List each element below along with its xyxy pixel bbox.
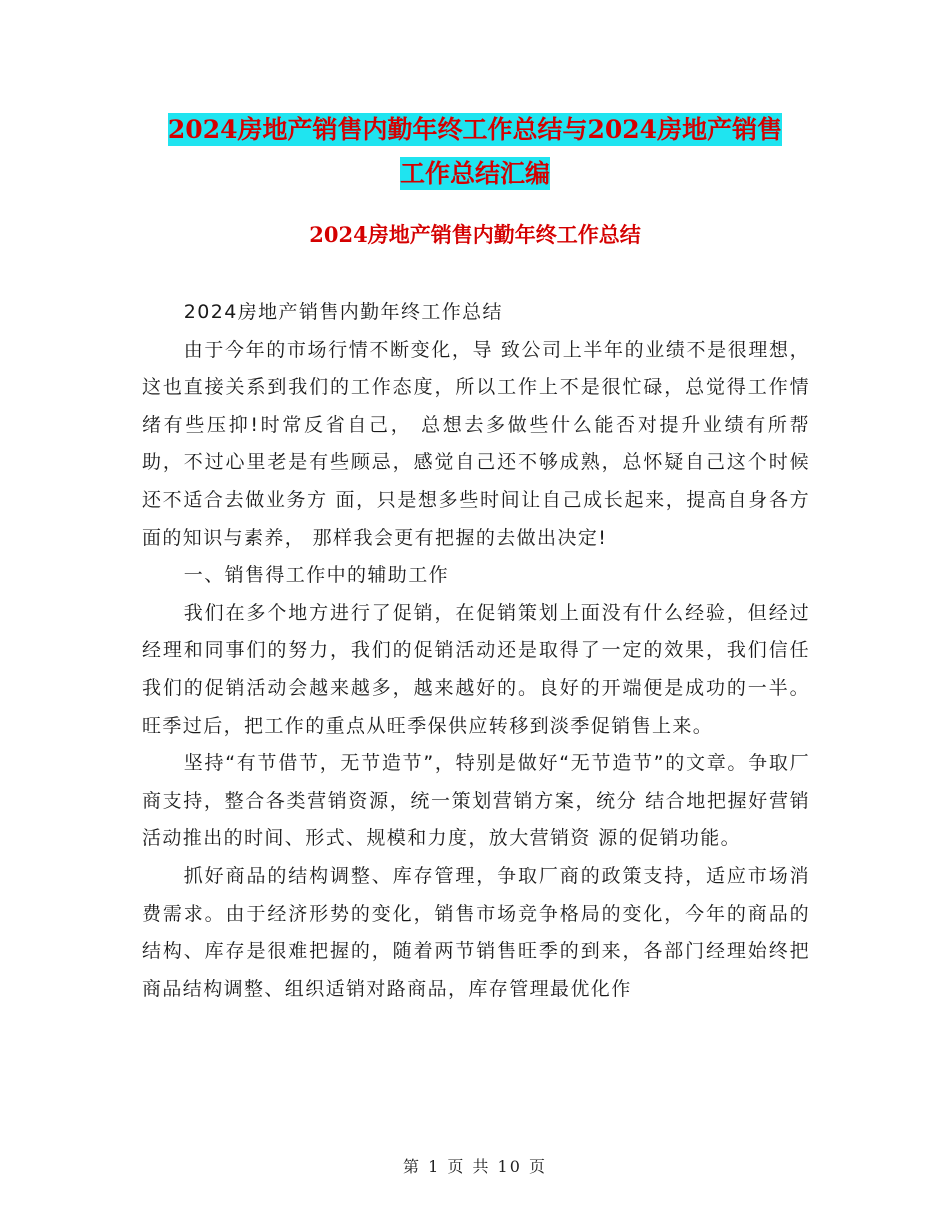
main-title <box>0 108 950 196</box>
paragraph: 由于今年的市场行情不断变化，导 致公司上半年的业绩不是很理想，这也直接关系到我们的工作态度，所以工作上不是很忙碌，总觉得工作情绪有些压抑!时常反省自己， 总想去多做些什么能否对提升业绩有所帮助，不过心里老是有些顾忌，感觉自己还不够成熟，总怀疑自己这个时候还不适合去做业务方 面，只是想多些时间让自己成长起来，提高自身各方面的知识与素养， 那样我会更有把握的去做出决定! <box>142 338 810 549</box>
document-body <box>142 294 810 1008</box>
main-title-line-2: 工作总结汇编 <box>399 159 550 188</box>
paragraph: 抓好商品的结构调整、库存管理，争取厂商的政策支持，适应市场消费需求。由于经济形势的变化，销售市场竞争格局的变化，今年的商品的结构、库存是很难把握的，随着两节销售旺季的到来，各部门经理始终把商品结构调整、组织适销对路商品，库存管理最优化作 <box>142 864 810 1000</box>
main-title-line-1: 2024房地产销售内勤年终工作总结与2024房地产销售 <box>167 115 783 144</box>
page-footer: 第 1 页 共 10 页 <box>403 1157 547 1176</box>
paragraph: 我们在多个地方进行了促销，在促销策划上面没有什么经验，但经过经理和同事们的努力，我们的促销活动还是取得了一定的效果，我们信任我们的促销活动会越来越多，越来越好的。良好的开端便是成功的一半。旺季过后，把工作的重点从旺季保供应转移到淡季促销售上来。 <box>142 601 810 737</box>
section-title: 2024房地产销售内勤年终工作总结 <box>309 222 641 247</box>
paragraph-heading: 一、销售得工作中的辅助工作 <box>183 564 449 587</box>
paragraph: 坚持“有节借节，无节造节”，特别是做好“无节造节”的文章。争取厂商支持，整合各类营销资源，统一策划营销方案，统分 结合地把握好营销活动推出的时间、形式、规模和力度，放大营销资 源的促销功能。 <box>142 752 810 850</box>
paragraph-subtitle: 2024房地产销售内勤年终工作总结 <box>183 301 503 323</box>
